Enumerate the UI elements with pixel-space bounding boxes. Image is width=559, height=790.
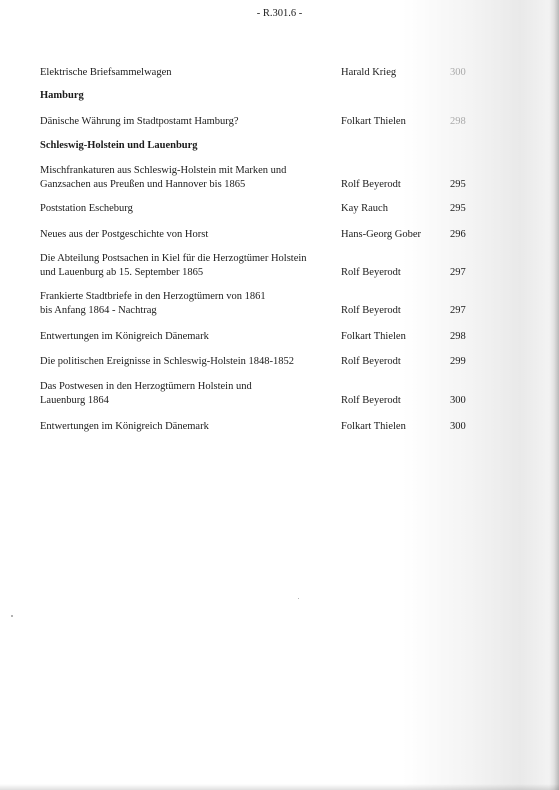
entry-title: Die politischen Ereignisse in Schleswig-Holstein 1848-1852 <box>40 356 295 367</box>
entry-title: Poststation Escheburg <box>40 203 133 214</box>
page-number: - R.301.6 - <box>256 8 303 19</box>
page-bottom-shadow <box>0 784 559 790</box>
entry-title: Entwertungen im Königreich Dänemark <box>40 331 209 342</box>
entry-title: Neues aus der Postgeschichte von Horst <box>40 229 209 240</box>
entry-author: Kay Rauch <box>341 203 388 214</box>
entry-page: 297 <box>450 305 466 316</box>
entry-page: 299 <box>450 356 466 367</box>
entry-page: 296 <box>450 229 466 240</box>
entry-title: Entwertungen im Königreich Dänemark <box>40 421 209 432</box>
section-heading: Schleswig-Holstein und Lauenburg <box>40 140 198 151</box>
entry-author: Folkart Thielen <box>341 116 406 127</box>
entry-title-line-2: und Lauenburg ab 15. September 1865 <box>40 267 204 278</box>
page-edge-shadow <box>549 0 559 790</box>
entry-author: Rolf Beyerodt <box>341 356 401 367</box>
entry-title-line-1: Das Postwesen in den Herzogtümern Holstein und <box>40 381 252 392</box>
entry-author: Folkart Thielen <box>341 421 406 432</box>
entry-page: 298 <box>450 116 466 127</box>
entry-author: Rolf Beyerodt <box>341 395 401 406</box>
entry-title-line-1: Frankierte Stadtbriefe in den Herzogtümern von 1861 <box>40 291 266 302</box>
entry-page: 295 <box>450 203 466 214</box>
scan-speck <box>298 598 299 599</box>
entry-title-line-2: bis Anfang 1864 - Nachtrag <box>40 305 157 316</box>
entry-page: 298 <box>450 331 466 342</box>
entry-title-line-2: Lauenburg 1864 <box>40 395 109 406</box>
entry-page: 295 <box>450 179 466 190</box>
section-heading: Hamburg <box>40 90 84 101</box>
entry-title-line-2: Ganzsachen aus Preußen und Hannover bis 1865 <box>40 179 246 190</box>
scan-speck <box>11 615 13 617</box>
entry-author: Rolf Beyerodt <box>341 179 401 190</box>
entry-author: Hans-Georg Gober <box>341 229 421 240</box>
entry-page: 300 <box>450 421 466 432</box>
entry-title-line-1: Mischfrankaturen aus Schleswig-Holstein mit Marken und <box>40 165 287 176</box>
entry-title: Dänische Währung im Stadtpostamt Hamburg? <box>40 116 239 127</box>
entry-author: Folkart Thielen <box>341 331 406 342</box>
entry-page: 300 <box>450 395 466 406</box>
entry-author: Rolf Beyerodt <box>341 305 401 316</box>
entry-title: Elektrische Briefsammelwagen <box>40 67 172 78</box>
entry-title-line-1: Die Abteilung Postsachen in Kiel für die Herzogtümer Holstein <box>40 253 307 264</box>
entry-page: 297 <box>450 267 466 278</box>
entry-page: 300 <box>450 67 466 78</box>
entry-author: Rolf Beyerodt <box>341 267 401 278</box>
entry-author: Harald Krieg <box>341 67 397 78</box>
